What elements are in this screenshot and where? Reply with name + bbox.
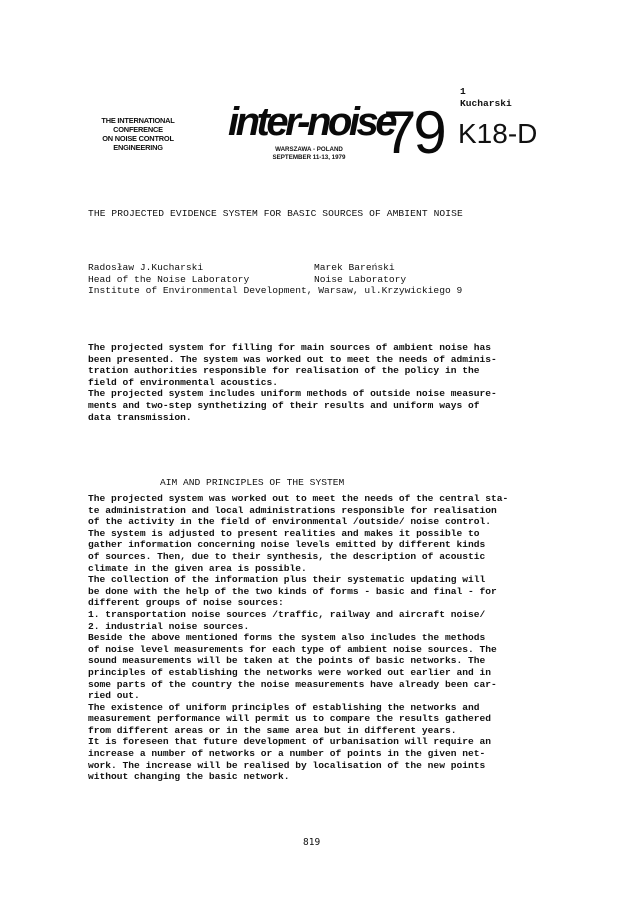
paper-code: K18-D	[458, 118, 538, 149]
authors-block	[88, 262, 462, 297]
body-line: of noise level measurements for each type of ambient noise sources. The	[88, 643, 497, 655]
conference-name	[83, 116, 193, 152]
abstract-line: ments and two-step synthetizing of their results and uniform ways of	[88, 399, 480, 411]
conference-dates: SEPTEMBER 11-13, 1979	[272, 154, 346, 161]
author1-name: Radosław J.Kucharski	[88, 262, 204, 273]
conference-name-line: THE INTERNATIONAL	[101, 116, 175, 125]
body-line: from different areas or in the same area but in different years.	[88, 724, 457, 736]
abstract-line: been presented. The system was worked out to meet the needs of adminis-	[88, 353, 497, 365]
body-line: of the activity in the field of environmental /outside/ noise control.	[88, 516, 492, 528]
body-line: climate in the given area is possible.	[88, 562, 307, 574]
body-line: Beside the above mentioned forms the system also includes the methods	[88, 632, 486, 644]
conference-place: WARSZAWA - POLAND	[275, 146, 343, 153]
body-line: The projected system was worked out to meet the needs of the central sta-	[88, 493, 509, 504]
conference-name-line: ON NOISE CONTROL	[102, 134, 174, 143]
footer-page-number: 819	[303, 837, 321, 848]
body-line: gather information concerning noise levels emitted by different kinds	[88, 539, 486, 551]
author1-role: Head of the Noise Laboratory	[88, 273, 250, 285]
body-line: increase a number of networks or a number of points in the given net-	[88, 748, 486, 760]
body-line: The system is adjusted to present realities and makes it possible to	[88, 527, 480, 539]
body-line: some parts of the country the noise measurements have already been car-	[88, 678, 497, 690]
abstract-line: tration authorities responsible for realisation of the policy in the	[88, 365, 480, 377]
body-text	[88, 493, 558, 783]
body-line: measurement performance will permit us to compare the results gathered	[88, 713, 492, 725]
body-line: 1. transportation noise sources /traffic, railway and aircraft noise/	[88, 608, 486, 620]
conference-name-line: ENGINEERING	[113, 143, 163, 152]
institute: Institute of Environmental Development, Warsaw, ul.Krzywickiego 9	[88, 285, 463, 297]
body-line: The collection of the information plus their systematic updating will	[88, 574, 486, 586]
abstract-line: The projected system includes uniform methods of outside noise measure-	[88, 388, 497, 400]
abstract-line: field of environmental acoustics.	[88, 376, 278, 388]
body-line: different groups of noise sources:	[88, 597, 284, 609]
section-heading: AIM AND PRINCIPLES OF THE SYSTEM	[160, 477, 345, 488]
body-line: without changing the basic network.	[88, 771, 290, 783]
conference-logo-word: inter-noise	[228, 100, 394, 144]
abstract-line: data transmission.	[88, 411, 192, 423]
page-ref-author: Kucharski	[460, 97, 512, 109]
body-line: ried out.	[88, 690, 140, 702]
body-line: It is foreseen that future development of urbanisation will require an	[88, 736, 492, 748]
conference-name-line: CONFERENCE	[113, 125, 163, 134]
conference-place-dates	[254, 146, 364, 162]
body-line: principles of establishing the networks were worked out earlier and in	[88, 666, 492, 678]
conference-logo-year: 79	[383, 99, 444, 166]
body-line: of sources. Then, due to their synthesis, the description of acoustic	[88, 550, 486, 562]
author2-name: Marek Bareński	[314, 262, 395, 273]
page-reference	[460, 86, 512, 109]
body-line: sound measurements will be taken at the points of basic networks. The	[88, 655, 486, 667]
page-ref-number: 1	[460, 86, 466, 97]
body-line: te administration and local administrations responsible for realisation	[88, 504, 497, 516]
body-line: 2. industrial noise sources.	[88, 620, 250, 632]
paper-title: THE PROJECTED EVIDENCE SYSTEM FOR BASIC SOURCES OF AMBIENT NOISE	[88, 208, 463, 219]
author2-role: Noise Laboratory	[314, 273, 407, 285]
body-line: The existence of uniform principles of establishing the networks and	[88, 701, 480, 713]
body-line: work. The increase will be realised by localisation of the new points	[88, 759, 486, 771]
abstract-line: The projected system for filling for main sources of ambient noise has	[88, 342, 492, 353]
body-line: be done with the help of the two kinds of forms - basic and final - for	[88, 585, 497, 597]
abstract	[88, 342, 548, 423]
